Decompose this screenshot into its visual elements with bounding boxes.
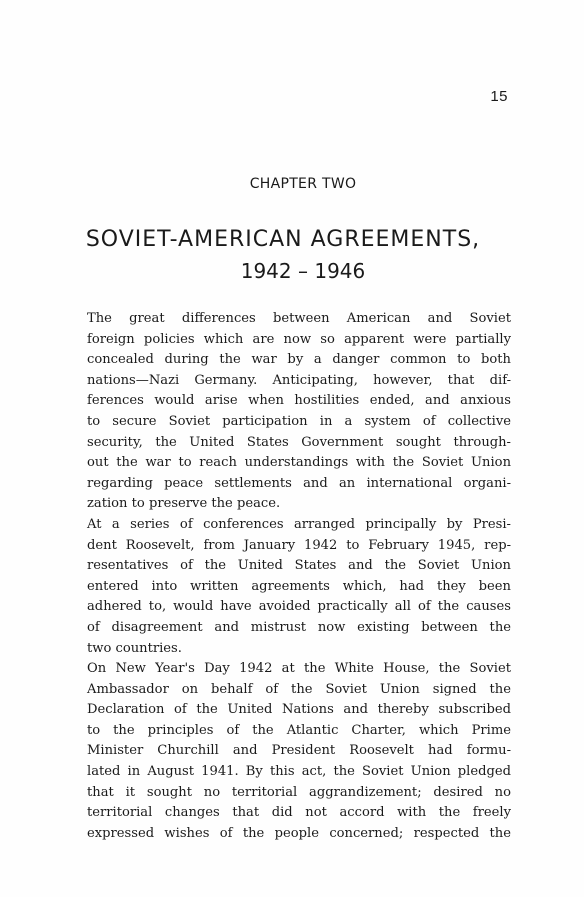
text-line: nations—Nazi Germany. Anticipating, however, that dif- (87, 372, 511, 388)
text-line: On New Year's Day 1942 at the White House, the Soviet (87, 661, 511, 677)
paragraph (73, 309, 511, 515)
text-line: concealed during the war by a danger common to both (87, 352, 511, 368)
paragraph (73, 659, 511, 844)
text-line: to secure Soviet participation in a system of collective (87, 413, 511, 429)
text-line: dent Roosevelt, from January 1942 to February 1945, rep- (87, 537, 511, 553)
chapter-title: SOVIET-AMERICAN AGREEMENTS, (85, 227, 481, 252)
text-line: Declaration of the United Nations and thereby subscribed (87, 702, 511, 718)
text-line: Minister Churchill and President Roosevelt had formu- (87, 743, 511, 759)
text-line: resentatives of the United States and the Soviet Union (87, 558, 511, 574)
text-line: of disagreement and mistrust now existing between the (87, 619, 511, 635)
text-line: regarding peace settlements and an international organi- (87, 475, 511, 491)
text-line: The great differences between American and Soviet (87, 311, 511, 326)
chapter-label: CHAPTER TWO (249, 176, 357, 192)
text-line: expressed wishes of the people concerned; respected the (87, 825, 511, 841)
text-line: At a series of conferences arranged principally by Presi- (87, 516, 511, 532)
text-line: adhered to, would have avoided practically all of the causes (87, 599, 511, 615)
text-line: foreign policies which are now so apparent were partially (87, 331, 511, 347)
page-number: 15 (490, 88, 508, 105)
text-line: zation to preserve the peace. (87, 496, 281, 512)
text-line: ferences would arise when hostilities ended, and anxious (87, 393, 511, 409)
chapter-years: 1942 – 1946 (240, 259, 366, 283)
text-line: territorial changes that did not accord with the freely (87, 805, 511, 821)
text-line: two countries. (87, 640, 182, 656)
text-line: security, the United States Government sought through- (87, 434, 511, 450)
text-line: Ambassador on behalf of the Soviet Union signed the (87, 681, 511, 697)
text-line: to the principles of the Atlantic Charter, which Prime (87, 722, 511, 738)
text-line: lated in August 1941. By this act, the Soviet Union pledged (87, 764, 511, 780)
text-line: out the war to reach understandings with the Soviet Union (87, 455, 511, 471)
paragraph (73, 515, 511, 659)
body-text (73, 309, 511, 844)
text-line: that it sought no territorial aggrandizement; desired no (87, 784, 511, 800)
text-line: entered into written agreements which, had they been (87, 578, 511, 594)
